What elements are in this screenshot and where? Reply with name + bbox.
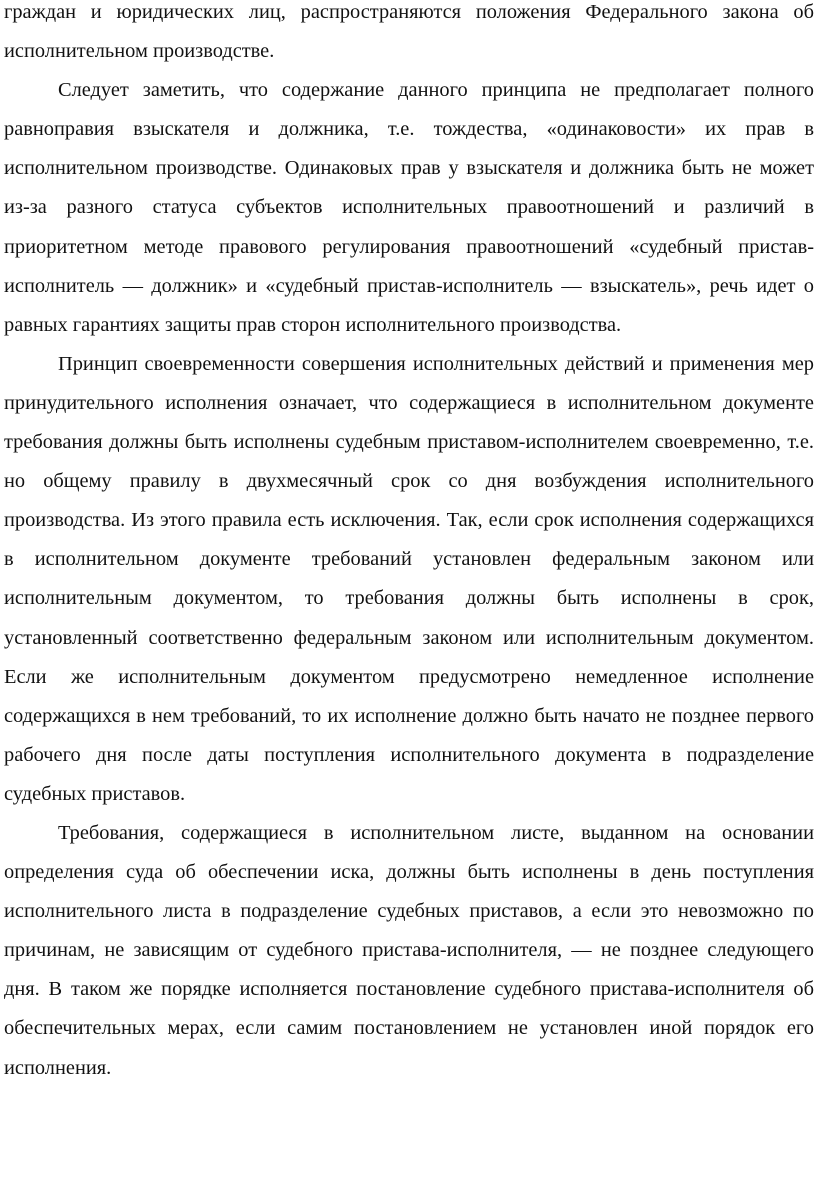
paragraph-interim-measures: Требования, содержащиеся в исполнительном листе, выданном на основании определения суда об обеспечении иска, должны быть исполнены в день поступления исполнительного листа в подразделение судебных приставов, а если это невозможно по причинам, не зависящим от судебного пристава-исполнителя, — не позднее следующего дня. В таком же порядке исполняется постановление судебного пристава-исполнителя об обеспечительных мерах, если самим постановлением не установлен иной порядок его исполнения.	[4, 821, 814, 1079]
paragraph-timeliness-principle: Принцип своевременности совершения исполнительных действий и применения мер принудительного исполнения означает, что содержащиеся в исполнительном документе требования должны быть исполнены судебным приставом-исполнителем своевременно, т.е. но общему правилу в двухмесячный срок со дня возбуждения исполнительного производства. Из этого правила есть исключения. Так, если срок исполнения содержащихся в исполнительном документе требований установлен федеральным законом или исполнительным документом, то требования должны быть исполнены в срок, установленный соответственно федеральным законом или исполнительным документом. Если же исполнительным документом предусмотрено немедленное исполнение содержащихся в нем требований, то их исполнение должно быть начато не позднее первого рабочего дня после даты поступления исполнительного документа в подразделение судебных приставов.	[4, 352, 814, 805]
paragraph-equality-principle: Следует заметить, что содержание данного принципа не предполагает полного равноправия взыскателя и должника, т.е. тождества, «одинаковости» их прав в исполнительном производстве. Одинаковых прав у взыскателя и должника быть не может из-за разного статуса субъектов исполнительных правоотношений и различий в приоритетном методе правового регулирования правоотношений «судебный пристав-исполнитель — должник» и «судебный пристав-исполнитель — взыскатель», речь идет о равных гарантиях защиты прав сторон исполнительного производства.	[4, 79, 814, 336]
paragraph-continuation: граждан и юридических лиц, распространяются положения Федерального закона об исполнительном производстве.	[4, 1, 814, 63]
